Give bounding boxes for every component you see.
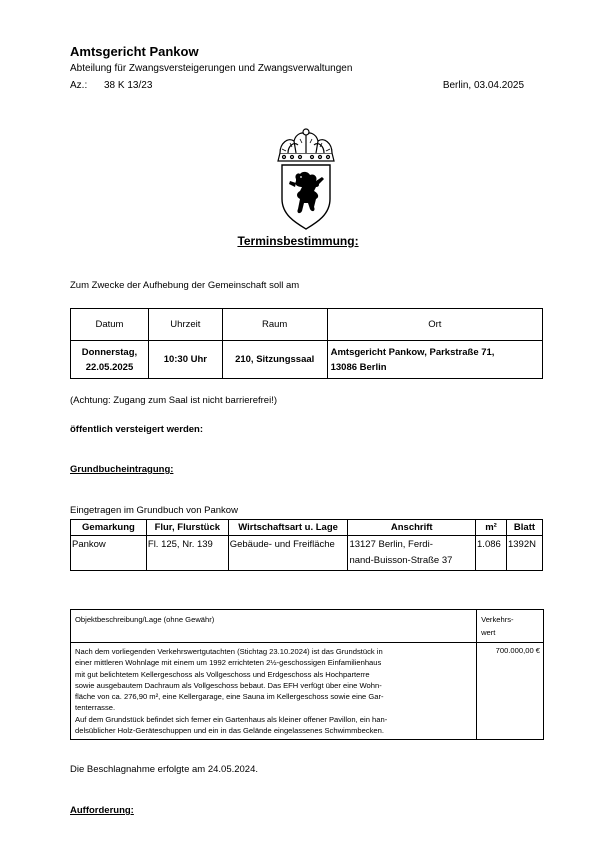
header-description: Objektbeschreibung/Lage (ohne Gewähr) xyxy=(71,610,477,643)
access-note: (Achtung: Zugang zum Saal ist nicht barrierefrei!) xyxy=(70,395,277,406)
land-register-table xyxy=(70,519,543,571)
auction-statement: öffentlich versteigert werden: xyxy=(70,424,204,435)
cell-wirtschaftsart: Gebäude- und Freifläche xyxy=(228,536,348,571)
market-value: 700.000,00 € xyxy=(477,643,544,740)
object-description: Nach dem vorliegenden Verkehrswertgutachten (Stichtag 23.10.2024) ist das Grundstück in einer mittleren Wohnlage mit einem um 1992 errichteten 2½-geschossigen Einfamilienhaus mit gut belichtetem Kellergeschoss als Vollgeschoss und Erdgeschoss als Hochparterre sowie ausgebautem Dachraum als Vollgeschoss bebaut. Das EFH verfügt über eine Wohn- fläche von ca. 276,90 m², eine Kellergarage, eine Sauna im Kellergeschoss sowie eine Gar- tenterrasse. Auf dem Grundstück befindet sich ferner ein Gartenhaus als kleiner offener Pavillon, ein han- delsüblicher Holz-Geräteschuppen und ein in das Gelände eingelassenes Schwimmbecken. xyxy=(71,643,477,740)
header-gemarkung: Gemarkung xyxy=(71,520,147,536)
seizure-text: Die Beschlagnahme erfolgte am 24.05.2024. xyxy=(70,764,259,775)
header-market-value: Verkehrs- wert xyxy=(477,610,544,643)
header-room: Raum xyxy=(222,309,327,341)
header-date: Datum xyxy=(71,309,149,341)
berlin-coat-of-arms-icon xyxy=(270,127,342,231)
appointment-place: Amtsgericht Pankow, Parkstraße 71, 13086 Berlin xyxy=(327,341,542,379)
header-place: Ort xyxy=(327,309,542,341)
case-number: 38 K 13/23 xyxy=(104,80,153,91)
document-title: Terminsbestimmung: xyxy=(237,234,359,248)
appointment-time: 10:30 Uhr xyxy=(148,341,222,379)
header-time: Uhrzeit xyxy=(148,309,222,341)
court-name: Amtsgericht Pankow xyxy=(70,44,199,59)
header-anschrift: Anschrift xyxy=(348,520,476,536)
cell-flur: Fl. 125, Nr. 139 xyxy=(146,536,228,571)
header-area: m² xyxy=(476,520,507,536)
cell-area: 1.086 xyxy=(476,536,507,571)
place-and-date: Berlin, 03.04.2025 xyxy=(442,80,524,91)
land-register-intro: Eingetragen im Grundbuch von Pankow xyxy=(70,505,238,516)
case-number-label: Az.: xyxy=(70,80,88,91)
intro-text: Zum Zwecke der Aufhebung der Gemeinschaft soll am xyxy=(70,280,300,291)
land-register-heading: Grundbucheintragung: xyxy=(70,464,174,475)
header-flur: Flur, Flurstück xyxy=(146,520,228,536)
department-name: Abteilung für Zwangsversteigerungen und Zwangsverwaltungen xyxy=(70,63,353,74)
cell-blatt: 1392N xyxy=(506,536,542,571)
cell-anschrift: 13127 Berlin, Ferdi- nand-Buisson-Straße 37 xyxy=(348,536,476,571)
appointment-room: 210, Sitzungssaal xyxy=(222,341,327,379)
header-blatt: Blatt xyxy=(506,520,542,536)
object-description-table xyxy=(70,609,544,740)
appointment-table xyxy=(70,308,543,379)
request-heading: Aufforderung: xyxy=(70,805,134,816)
cell-gemarkung: Pankow xyxy=(71,536,147,571)
header-wirtschaftsart: Wirtschaftsart u. Lage xyxy=(228,520,348,536)
appointment-date: Donnerstag, 22.05.2025 xyxy=(71,341,149,379)
